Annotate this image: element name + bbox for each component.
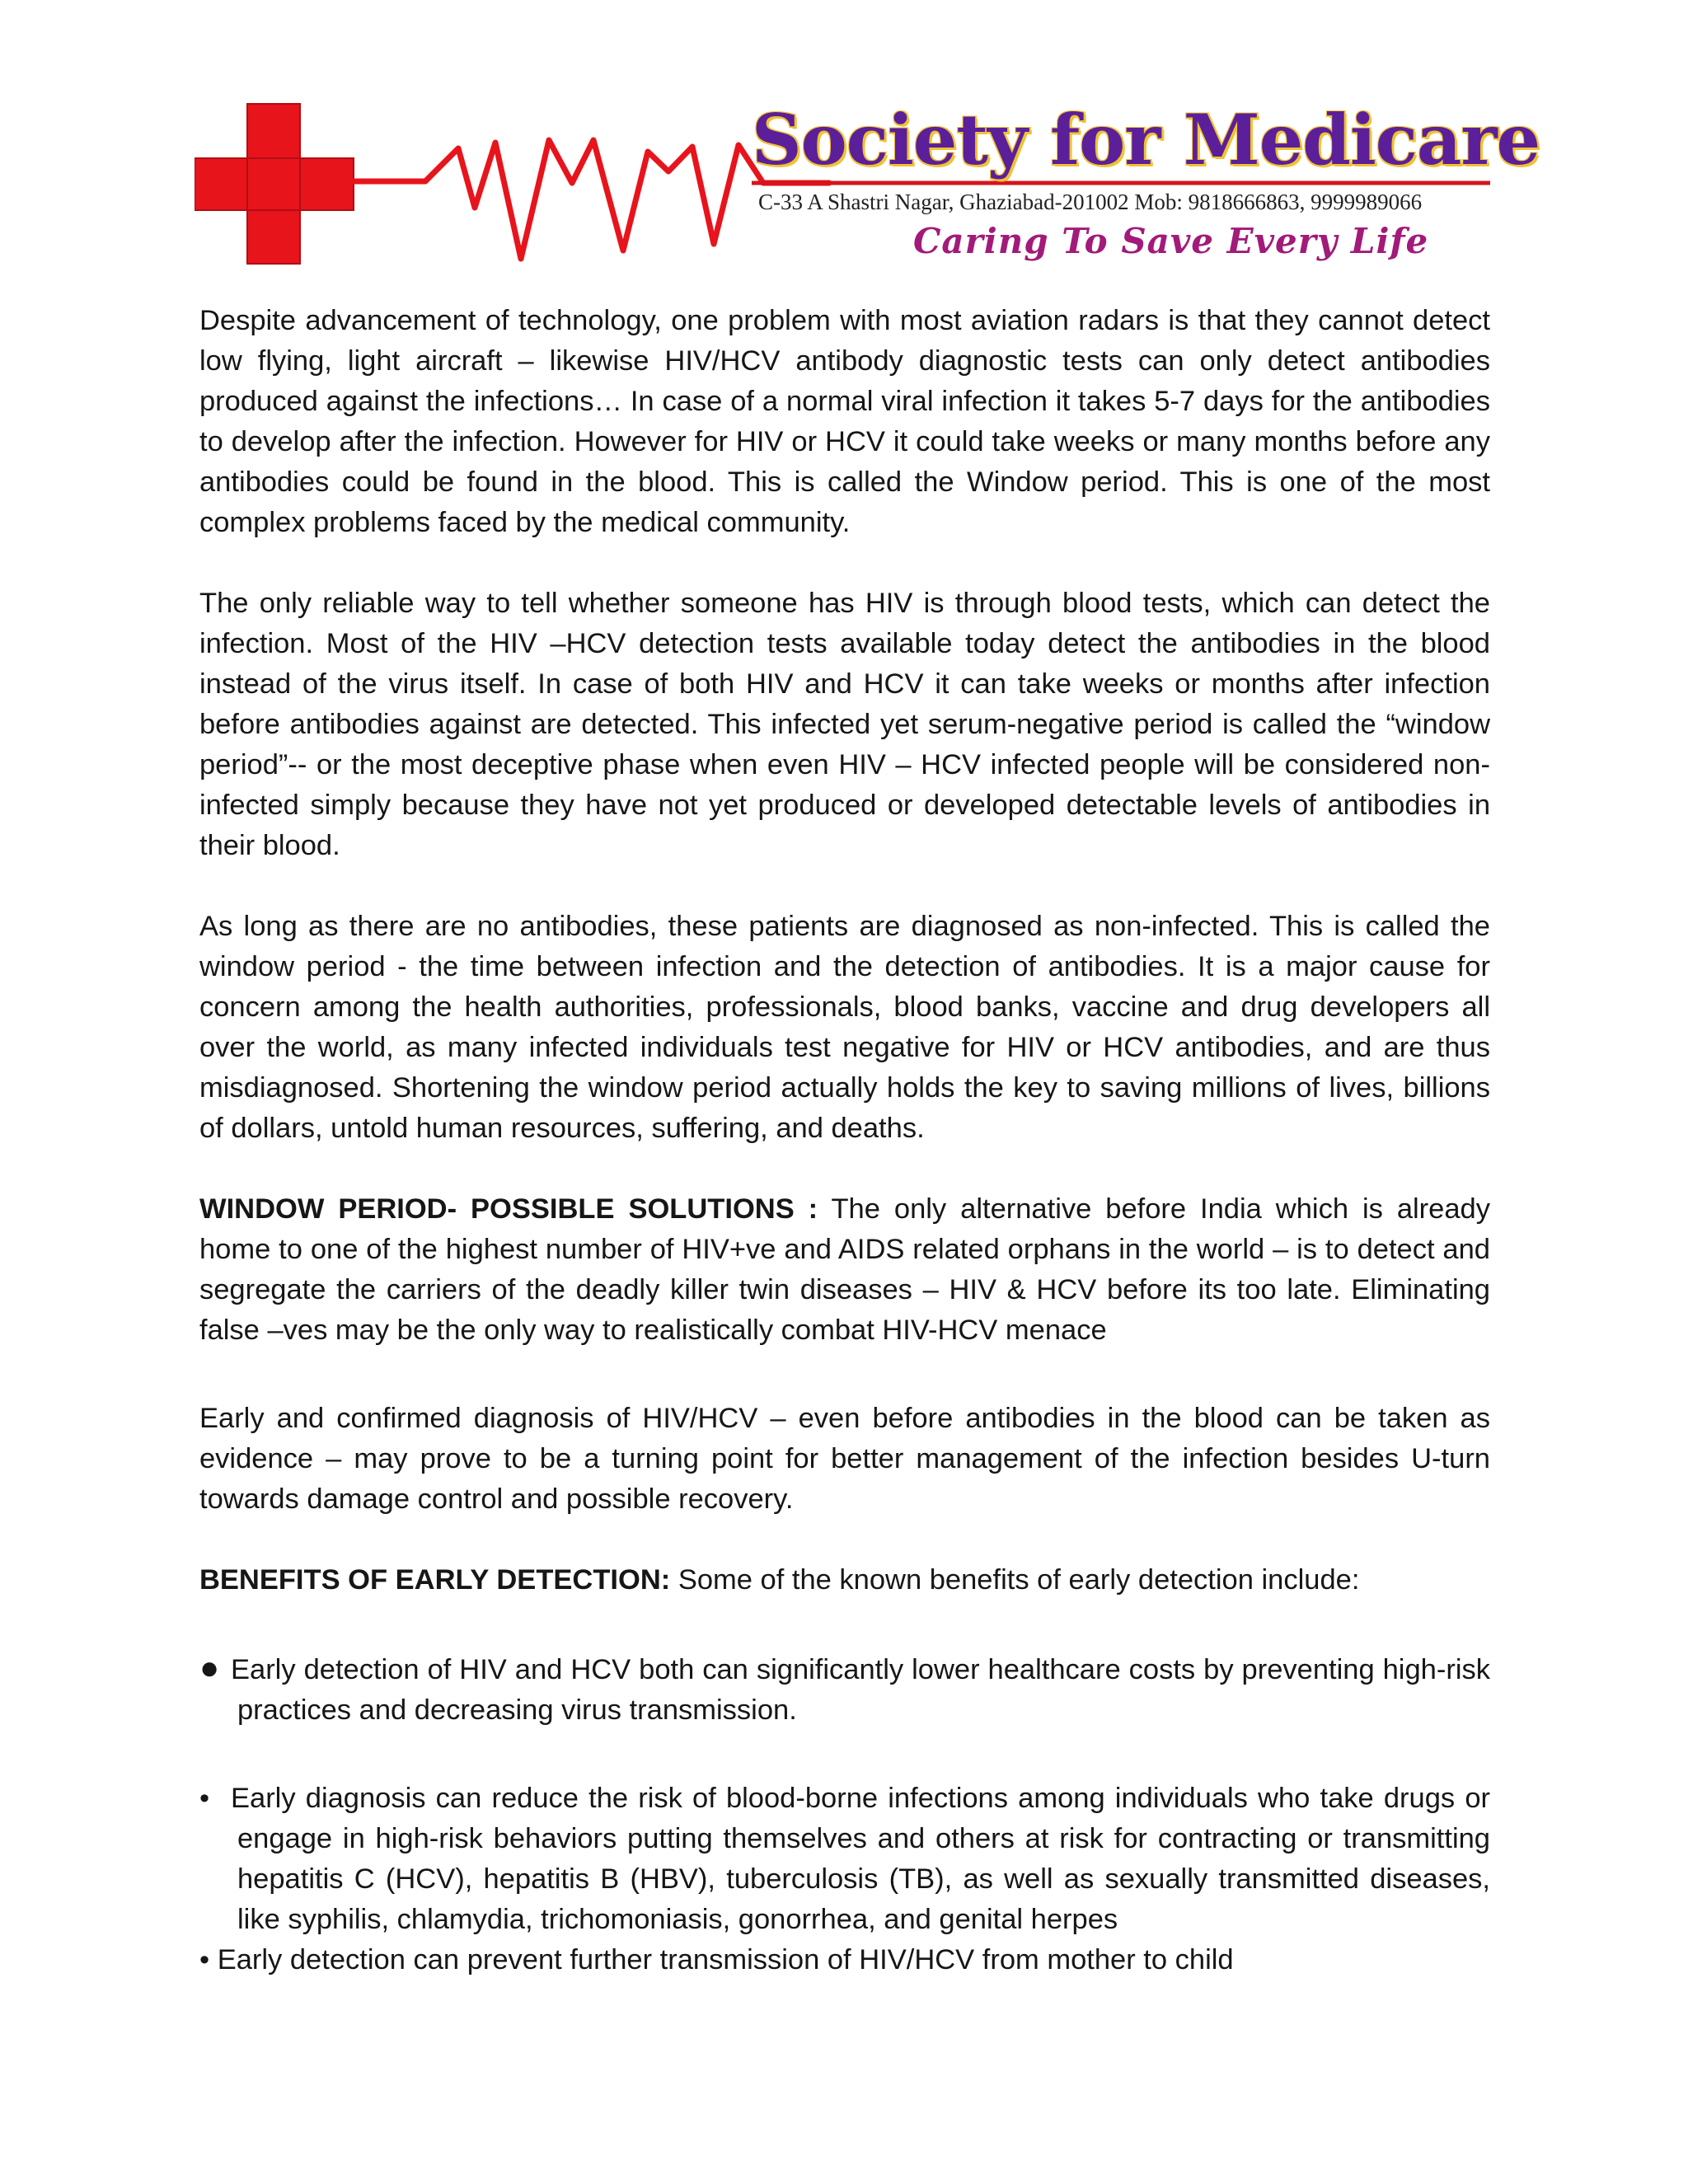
- section-heading-possible-solutions: WINDOW PERIOD- POSSIBLE SOLUTIONS :: [199, 1193, 818, 1225]
- letterhead: [195, 97, 1540, 270]
- bullet-item-blood-borne-risk: [199, 1779, 1490, 1940]
- bullet-text: Early detection can prevent further transmission of HIV/HCV from mother to child: [217, 1944, 1234, 1975]
- organization-name: Society for Medicare: [752, 99, 1540, 180]
- paragraph-benefits: [199, 1560, 1490, 1601]
- bullet-icon: •: [199, 1783, 210, 1814]
- section-heading-benefits: BENEFITS OF EARLY DETECTION:: [199, 1564, 671, 1596]
- paragraph-window-radar: Despite advancement of technology, one problem with most aviation radars is that they cannot detect low flying, light aircraft – likewise HIV/HCV antibody diagnostic tests can only detect antibodies produced against the infections… In case of a normal viral infection it takes 5-7 days for the antibodies to develop after the infection. However for HIV or HCV it could take weeks or many months before any antibodies could be found in the blood. This is called the Window period. This is one of the most complex problems faced by the medical community.: [199, 305, 1490, 538]
- paragraph-blood-tests: The only reliable way to tell whether someone has HIV is through blood tests, which can detect the infection. Most of the HIV –HCV detection tests available today detect the antibodies in the blood instead of the virus itself. In case of both HIV and HCV it can take weeks or months after infection before antibodies against are detected. This infected yet serum-negative period is called the “window period”-- or the most deceptive phase when even HIV – HCV infected people will be considered non-infected simply because they have not yet produced or developed detectable levels of antibodies in their blood.: [199, 588, 1490, 861]
- organization-address: C-33 A Shastri Nagar, Ghaziabad-201002 Mob: 9818666863, 9999989066: [758, 190, 1423, 214]
- paragraph-possible-solutions: [199, 1189, 1490, 1351]
- possible-solutions-text: The only alternative before India which is already home to one of the highest number of HIV+ve and AIDS related orphans in the world – is to detect and segregate the carriers of the deadly killer twin diseases – HIV & HCV before its too late. Eliminating false –ves may be the only way to realistically combat HIV-HCV menace: [199, 1193, 1490, 1346]
- benefits-intro-text: Some of the known benefits of early detection include:: [670, 1564, 1360, 1596]
- bullet-item-mother-to-child: [199, 1940, 1490, 1980]
- paragraph-window-period: As long as there are no antibodies, these patients are diagnosed as non-infected. This is called the window period - the time between infection and the detection of antibodies. It is a major cause for concern among the health authorities, professionals, blood banks, vaccine and drug developers all over the world, as many infected individuals test negative for HIV or HCV antibodies, and are thus misdiagnosed. Shortening the window period actually holds the key to saving millions of lives, billions of dollars, untold human resources, suffering, and deaths.: [199, 911, 1490, 1144]
- bullet-icon: •: [199, 1944, 210, 1975]
- organization-tagline: Caring To Save Every Life: [913, 221, 1429, 261]
- bullet-text: Early detection of HIV and HCV both can significantly lower healthcare costs by preventing high-risk practices and decreasing virus transmission.: [231, 1654, 1490, 1726]
- red-cross-icon: [195, 104, 354, 264]
- paragraph-early-diagnosis: Early and confirmed diagnosis of HIV/HCV – even before antibodies in the blood can be taken as evidence – may prove to be a turning point for better management of the infection besides U-turn towards damage control and possible recovery.: [199, 1403, 1490, 1515]
- bullet-item-healthcare-costs: [199, 1648, 1490, 1731]
- bullet-icon: ●: [199, 1650, 220, 1686]
- bullet-text: Early diagnosis can reduce the risk of blood-borne infections among individuals who take drugs or engage in high-risk behaviors putting themselves and others at risk for contracting or transmitting hepatitis C (HCV), hepatitis B (HBV), tuberculosis (TB), as well as sexually transmitted diseases, like syphilis, chlamydia, trichomoniasis, gonorrhea, and genital herpes: [231, 1783, 1490, 1935]
- document-body: [199, 301, 1490, 1980]
